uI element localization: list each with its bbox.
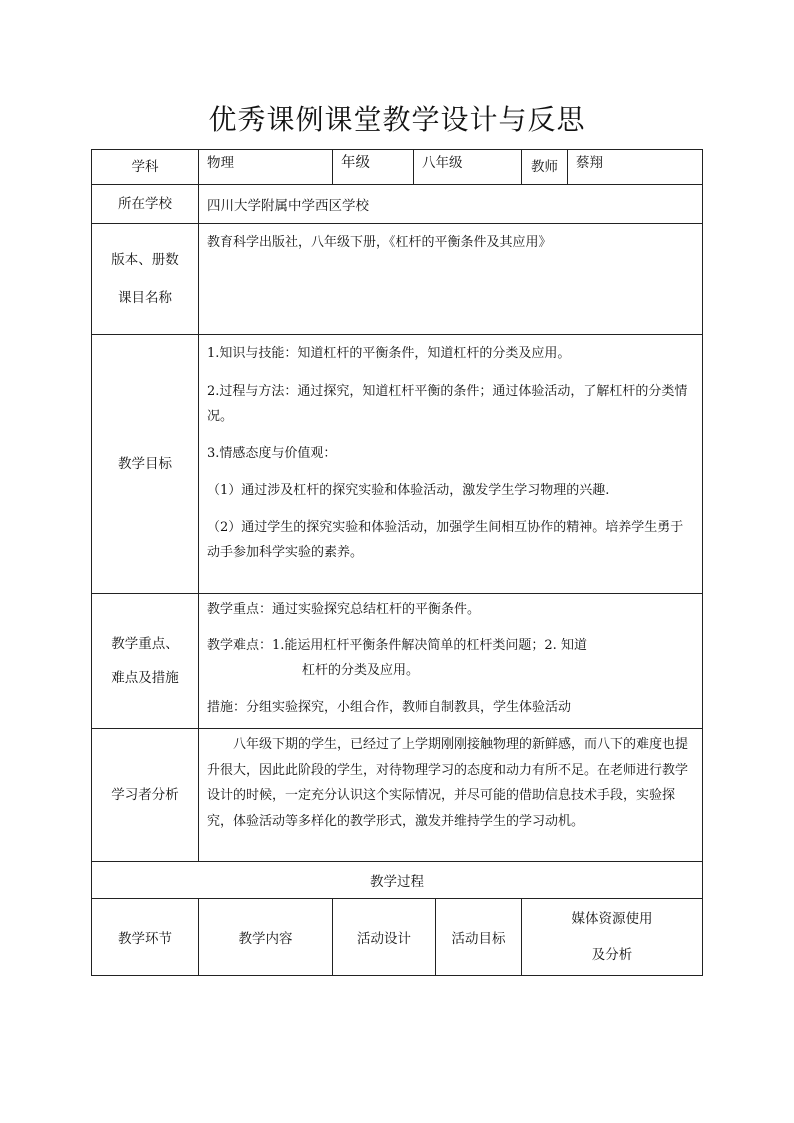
process-title-row: [92, 862, 703, 899]
process-header-row: [92, 899, 703, 976]
objective-item-4: （1）通过涉及杠杆的探究实验和体验活动，激发学生学习物理的兴趣.: [207, 483, 610, 498]
edition-row: [92, 224, 703, 335]
grade-value: 八年级: [414, 150, 522, 185]
grade-label: 年级: [333, 150, 414, 185]
teaching-difficulty: 教学难点：1.能运用杠杆平衡条件解决简单的杠杆类问题；2. 知道: [207, 638, 587, 653]
teaching-focus: 教学重点：通过实验探究总结杠杆的平衡条件。: [207, 602, 481, 617]
edition-label-line2: 课目名称: [118, 290, 172, 306]
key-points-label: [92, 594, 199, 729]
objectives-label: 教学目标: [92, 335, 199, 594]
header-media-line2: 及分析: [591, 947, 633, 963]
teaching-difficulty-continued: 杠杆的分类及应用。: [302, 663, 420, 678]
basic-info-row: [92, 150, 703, 185]
header-activity-design: 活动设计: [333, 899, 436, 976]
learner-label: 学习者分析: [92, 729, 199, 862]
objectives-content: [199, 335, 703, 594]
objectives-row: [92, 335, 703, 594]
school-value: 四川大学附属中学西区学校: [199, 185, 703, 224]
school-row: [92, 185, 703, 224]
subject-value: 物理: [199, 150, 333, 185]
header-teaching-content: 教学内容: [199, 899, 333, 976]
learner-content: [199, 729, 703, 862]
edition-label: [92, 224, 199, 335]
learner-analysis-text: 八年级下期的学生，已经过了上学期刚刚接触物理的新鲜感，而八下的难度也提升很大，因此此阶段的学生，对待物理学习的态度和动力有所不足。在老师进行教学设计的时候，一定充分认识这个实际情况，并尽可能的借助信息技术手段，实验探究，体验活动等多样化的教学形式，激发并维持学生的学习动机。: [207, 737, 689, 829]
subject-label: 学科: [92, 150, 199, 185]
header-media-resources: [522, 899, 703, 976]
objective-item-5: （2）通过学生的探究实验和体验活动，加强学生间相互协作的精神。培养学生勇于动手参加科学实验的素养。: [207, 520, 684, 560]
objective-item-1: 1.知识与技能：知道杠杆的平衡条件，知道杠杆的分类及应用。: [207, 346, 571, 361]
key-points-content: [199, 594, 703, 729]
learner-row: [92, 729, 703, 862]
lesson-plan-table: [91, 149, 703, 976]
header-activity-goal: 活动目标: [436, 899, 522, 976]
edition-value: [199, 224, 703, 335]
teacher-value: 蔡翔: [568, 150, 703, 185]
process-title: 教学过程: [92, 862, 703, 899]
edition-text: 教育科学出版社，八年级下册，《杠杆的平衡条件及其应用》: [207, 235, 552, 250]
objective-item-2: 2.过程与方法：通过探究，知道杠杆平衡的条件；通过体验活动，了解杠杆的分类情况。: [207, 384, 688, 424]
page-title: 优秀课例课堂教学设计与反思: [208, 103, 586, 136]
objective-item-3: 3.情感态度与价值观：: [207, 446, 337, 461]
header-teaching-stage: 教学环节: [92, 899, 199, 976]
key-points-row: [92, 594, 703, 729]
school-label: 所在学校: [92, 185, 199, 224]
teacher-label: 教师: [522, 150, 568, 185]
key-points-label-line1: 教学重点、: [111, 636, 179, 652]
key-points-label-line2: 难点及措施: [111, 670, 179, 686]
teaching-measures: 措施：分组实验探究，小组合作，教师自制教具，学生体验活动: [207, 700, 572, 715]
header-media-line1: 媒体资源使用: [571, 911, 653, 927]
edition-label-line1: 版本、册数: [111, 252, 179, 268]
